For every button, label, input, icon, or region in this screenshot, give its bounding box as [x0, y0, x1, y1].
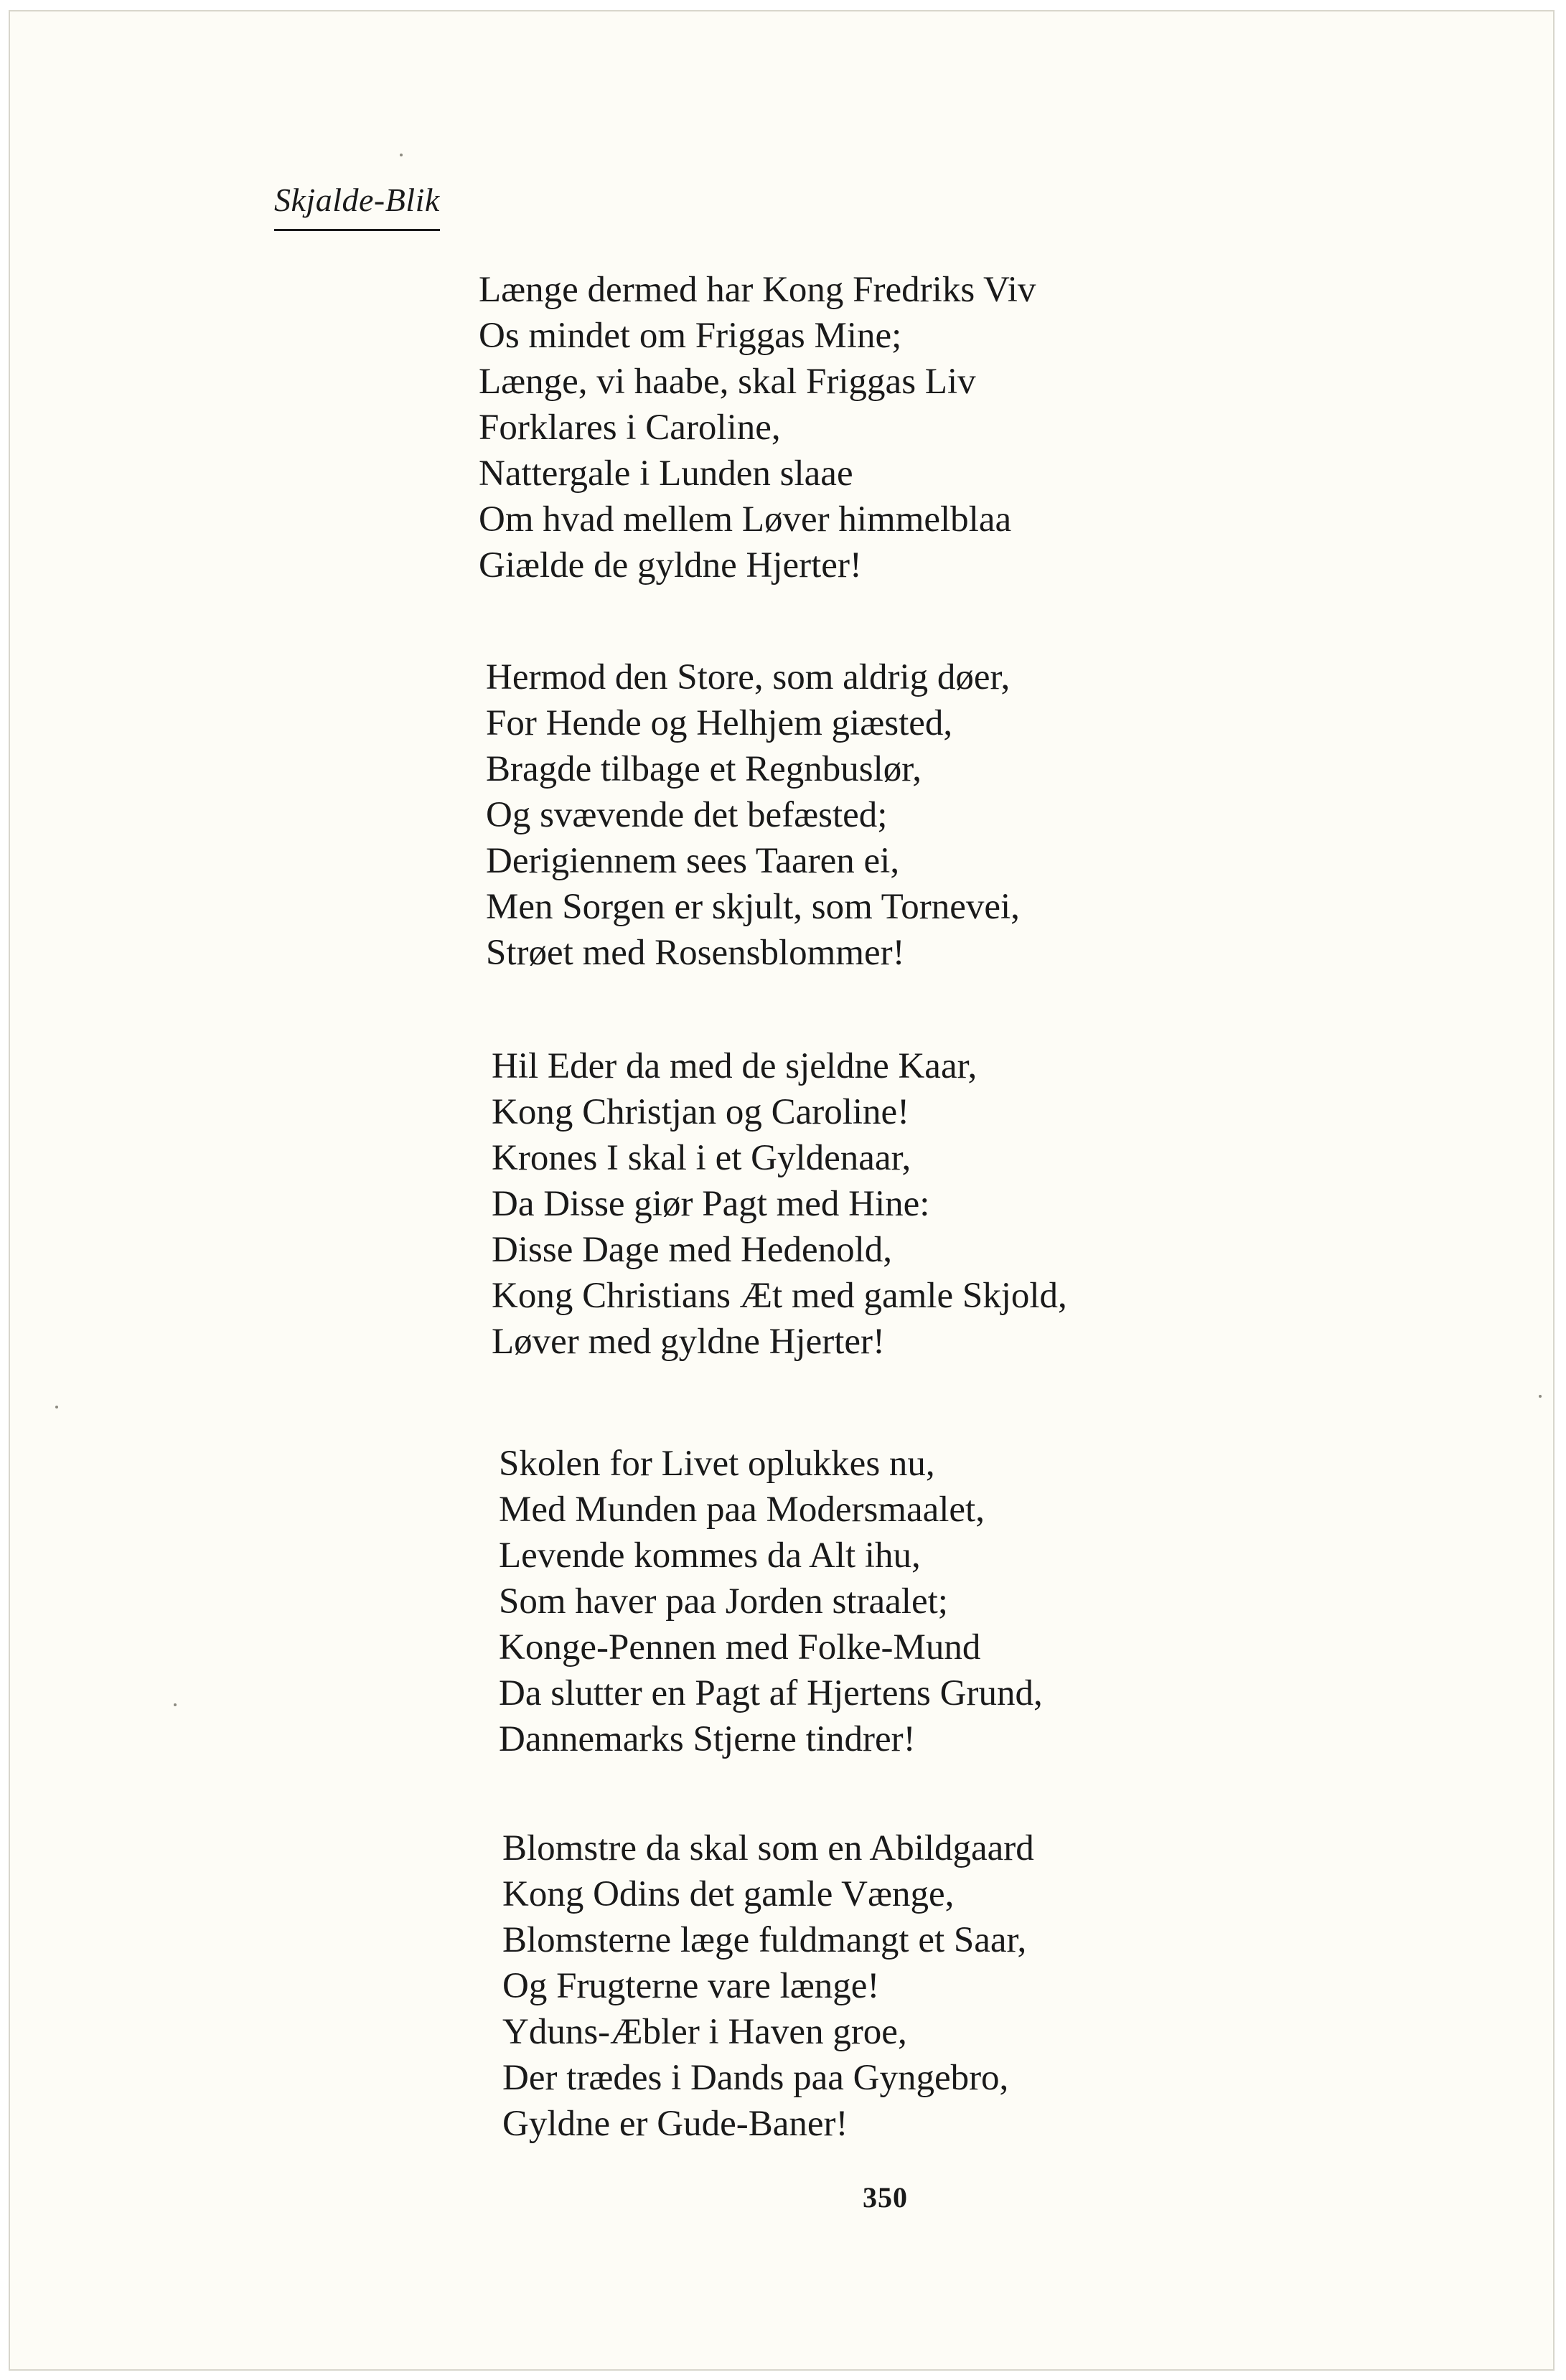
- poem-line: Disse Dage med Hedenold,: [492, 1230, 893, 1270]
- page-number: 350: [863, 2181, 908, 2214]
- stanza-5: [502, 1825, 1034, 2147]
- poem-line: Længe dermed har Kong Fredriks Viv: [479, 270, 1036, 310]
- stanza-1: [479, 267, 1036, 588]
- poem-line: Kong Odins det gamle Vænge,: [502, 1874, 955, 1914]
- stanza-2: [486, 654, 1020, 976]
- poem-line: Da Disse giør Pagt med Hine:: [492, 1184, 930, 1224]
- poem-line: Strøet med Rosensblommer!: [486, 933, 905, 973]
- paper-speck: [400, 154, 403, 156]
- poem-line: Skolen for Livet oplukkes nu,: [499, 1444, 935, 1484]
- poem-line: Da slutter en Pagt af Hjertens Grund,: [499, 1673, 1043, 1713]
- poem-line: Som haver paa Jorden straalet;: [499, 1581, 948, 1622]
- poem-line: Hermod den Store, som aldrig døer,: [486, 657, 1011, 697]
- poem-line: Konge-Pennen med Folke-Mund: [499, 1627, 981, 1668]
- poem-line: Løver med gyldne Hjerter!: [492, 1322, 886, 1362]
- poem-line: Og Frugterne vare længe!: [502, 1966, 880, 2006]
- running-header: Skjalde-Blik: [274, 181, 440, 231]
- poem-line: Kong Christians Æt med gamle Skjold,: [492, 1276, 1067, 1316]
- poem-line: Blomstre da skal som en Abildgaard: [502, 1828, 1034, 1868]
- poem-line: Kong Christjan og Caroline!: [492, 1092, 910, 1132]
- poem-line: Levende kommes da Alt ihu,: [499, 1535, 921, 1576]
- poem-line: Krones I skal i et Gyldenaar,: [492, 1138, 911, 1178]
- poem-line: Yduns-Æbler i Haven groe,: [502, 2012, 907, 2052]
- poem-line: For Hende og Helhjem giæsted,: [486, 703, 953, 743]
- poem-line: Længe, vi haabe, skal Friggas Liv: [479, 362, 976, 402]
- poem-line: Om hvad mellem Løver himmelblaa: [479, 499, 1012, 540]
- poem-line: Forklares i Caroline,: [479, 408, 781, 448]
- poem-line: Der trædes i Dands paa Gyngebro,: [502, 2058, 1009, 2098]
- poem-line: Blomsterne læge fuldmangt et Saar,: [502, 1920, 1027, 1960]
- poem-line: Og svævende det befæsted;: [486, 795, 888, 835]
- stanza-3: [492, 1043, 1067, 1365]
- poem-line: Hil Eder da med de sjeldne Kaar,: [492, 1046, 977, 1086]
- paper-speck: [1539, 1395, 1542, 1398]
- paper-speck: [174, 1703, 177, 1706]
- poem-line: Os mindet om Friggas Mine;: [479, 316, 902, 356]
- poem-line: Med Munden paa Modersmaalet,: [499, 1490, 985, 1530]
- book-page: [9, 10, 1555, 2371]
- paper-speck: [55, 1406, 58, 1408]
- poem-line: Dannemarks Stjerne tindrer!: [499, 1719, 916, 1759]
- poem-line: Nattergale i Lunden slaae: [479, 453, 853, 494]
- poem-line: Giælde de gyldne Hjerter!: [479, 545, 862, 585]
- poem-line: Men Sorgen er skjult, som Tornevei,: [486, 887, 1020, 927]
- poem-line: Gyldne er Gude-Baner!: [502, 2104, 848, 2144]
- poem-line: Derigiennem sees Taaren ei,: [486, 841, 900, 881]
- stanza-4: [499, 1441, 1043, 1762]
- poem-line: Bragde tilbage et Regnbuslør,: [486, 749, 922, 789]
